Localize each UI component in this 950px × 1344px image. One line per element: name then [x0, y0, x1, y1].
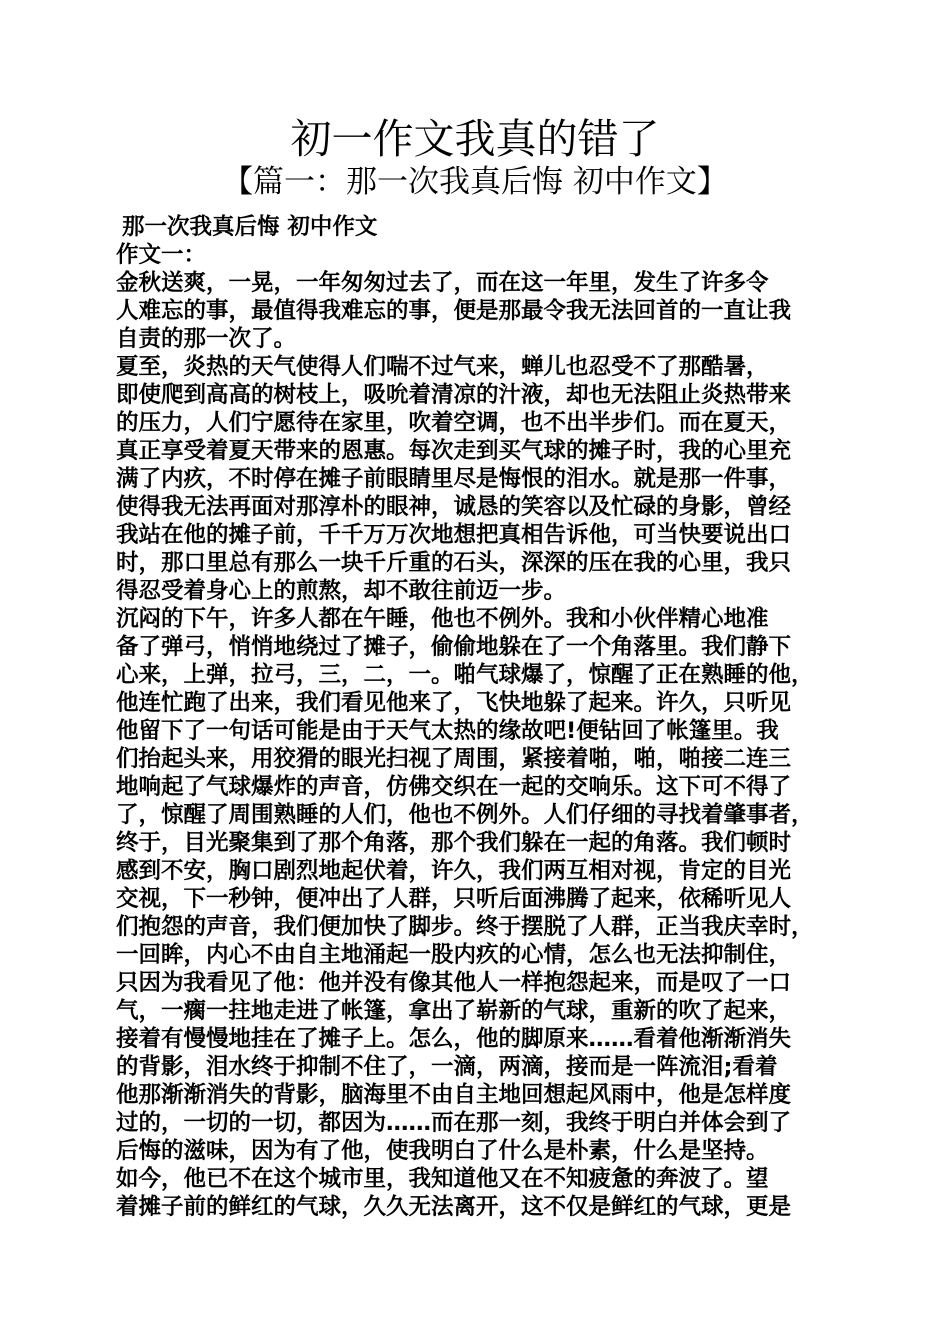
section-heading: 那一次我真后悔 初中作文 — [122, 214, 378, 240]
text-line: 自责的那一次了。 — [116, 326, 297, 352]
text-line: 得忍受着身心上的煎熬，却不敢往前迈一步。 — [116, 578, 567, 604]
text-line: 终于，目光聚集到了那个角落，那个我们躲在一起的角落。我们顿时 — [116, 830, 792, 856]
text-line: 的压力，人们宁愿待在家里，吹着空调，也不出半步们。而在夏天， — [116, 410, 792, 436]
text-line: 真正享受着夏天带来的恩惠。每次走到买气球的摊子时，我的心里充 — [116, 438, 792, 464]
text-line: 他留下了一句话可能是由于天气太热的缘故吧!便钻回了帐篷里。我 — [116, 718, 779, 744]
document-title: 初一作文我真的错了 — [290, 115, 660, 163]
text-line: 心来，上弹，拉弓，三，二，一。啪气球爆了，惊醒了正在熟睡的他， — [116, 662, 814, 688]
text-line: 备了弹弓，悄悄地绕过了摊子，偷偷地躲在了一个角落里。我们静下 — [116, 634, 792, 660]
text-line: 着摊子前的鲜红的气球，久久无法离开，这不仅是鲜红的气球，更是 — [116, 1194, 792, 1220]
text-line: 即使爬到高高的树枝上，吸吮着清凉的汁液，却也无法阻止炎热带来 — [116, 382, 792, 408]
essay-text — [116, 241, 844, 1221]
text-line: 夏至，炎热的天气使得人们喘不过气来，蝉儿也忍受不了那酷暑， — [116, 354, 769, 380]
text-line: 金秋送爽，一晃，一年匆匆过去了，而在这一年里，发生了许多令 — [116, 270, 769, 296]
text-line: 使得我无法再面对那淳朴的眼神，诚恳的笑容以及忙碌的身影，曾经 — [116, 494, 792, 520]
text-line: 满了内疚，不时停在摊子前眼睛里尽是悔恨的泪水。就是那一件事， — [116, 466, 792, 492]
text-line: 感到不安，胸口剧烈地起伏着，许久，我们两互相对视，肯定的目光 — [116, 858, 792, 884]
text-line: 沉闷的下午，许多人都在午睡，他也不例外。我和小伙伴精心地准 — [116, 606, 769, 632]
text-line: 的背影，泪水终于抑制不住了，一滴，两滴，接而是一阵流泪;看着 — [116, 1054, 778, 1080]
text-line: 后悔的滋味，因为有了他，使我明白了什么是朴素，什么是坚持。 — [116, 1138, 769, 1164]
text-line: 一回眸，内心不由自主地涌起一股内疚的心情，怎么也无法抑制住， — [116, 942, 792, 968]
text-line: 他连忙跑了出来，我们看见他来了，飞快地躲了起来。许久，只听见 — [116, 690, 792, 716]
text-line: 只因为我看见了他：他并没有像其他人一样抱怨起来，而是叹了一口 — [116, 970, 792, 996]
text-line: 了，惊醒了周围熟睡的人们，他也不例外。人们仔细的寻找着肇事者， — [116, 802, 814, 828]
text-line: 我站在他的摊子前，千千万万次地想把真相告诉他，可当快要说出口 — [116, 522, 792, 548]
text-line: 作文一： — [116, 242, 207, 268]
text-line: 地响起了气球爆炸的声音，仿佛交织在一起的交响乐。这下可不得了 — [116, 774, 792, 800]
text-line: 过的，一切的一切，都因为……而在那一刻，我终于明白并体会到了 — [116, 1110, 792, 1136]
text-line: 们抱怨的声音，我们便加快了脚步。终于摆脱了人群，正当我庆幸时， — [116, 914, 814, 940]
text-line: 人难忘的事，最值得我难忘的事，便是那最令我无法回首的一直让我 — [116, 298, 792, 324]
text-line: 他那渐渐消失的背影，脑海里不由自主地回想起风雨中，他是怎样度 — [116, 1082, 792, 1108]
text-line: 时，那口里总有那么一块千斤重的石头，深深的压在我的心里，我只 — [116, 550, 792, 576]
text-line: 如今，他已不在这个城市里，我知道他又在不知疲惫的奔波了。望 — [116, 1166, 769, 1192]
document-body — [116, 213, 844, 1221]
document-subtitle: 【篇一：那一次我真后悔 初中作文】 — [222, 164, 728, 200]
text-line: 接着有慢慢地挂在了摊子上。怎么，他的脚原来……看着他渐渐消失 — [116, 1026, 792, 1052]
text-line: 气，一瘸一拄地走进了帐篷，拿出了崭新的气球，重新的吹了起来， — [116, 998, 792, 1024]
text-line: 交视，下一秒钟，便冲出了人群，只听后面沸腾了起来，依稀听见人 — [116, 886, 792, 912]
text-line: 们抬起头来，用狡猾的眼光扫视了周围，紧接着啪，啪，啪接二连三 — [116, 746, 792, 772]
